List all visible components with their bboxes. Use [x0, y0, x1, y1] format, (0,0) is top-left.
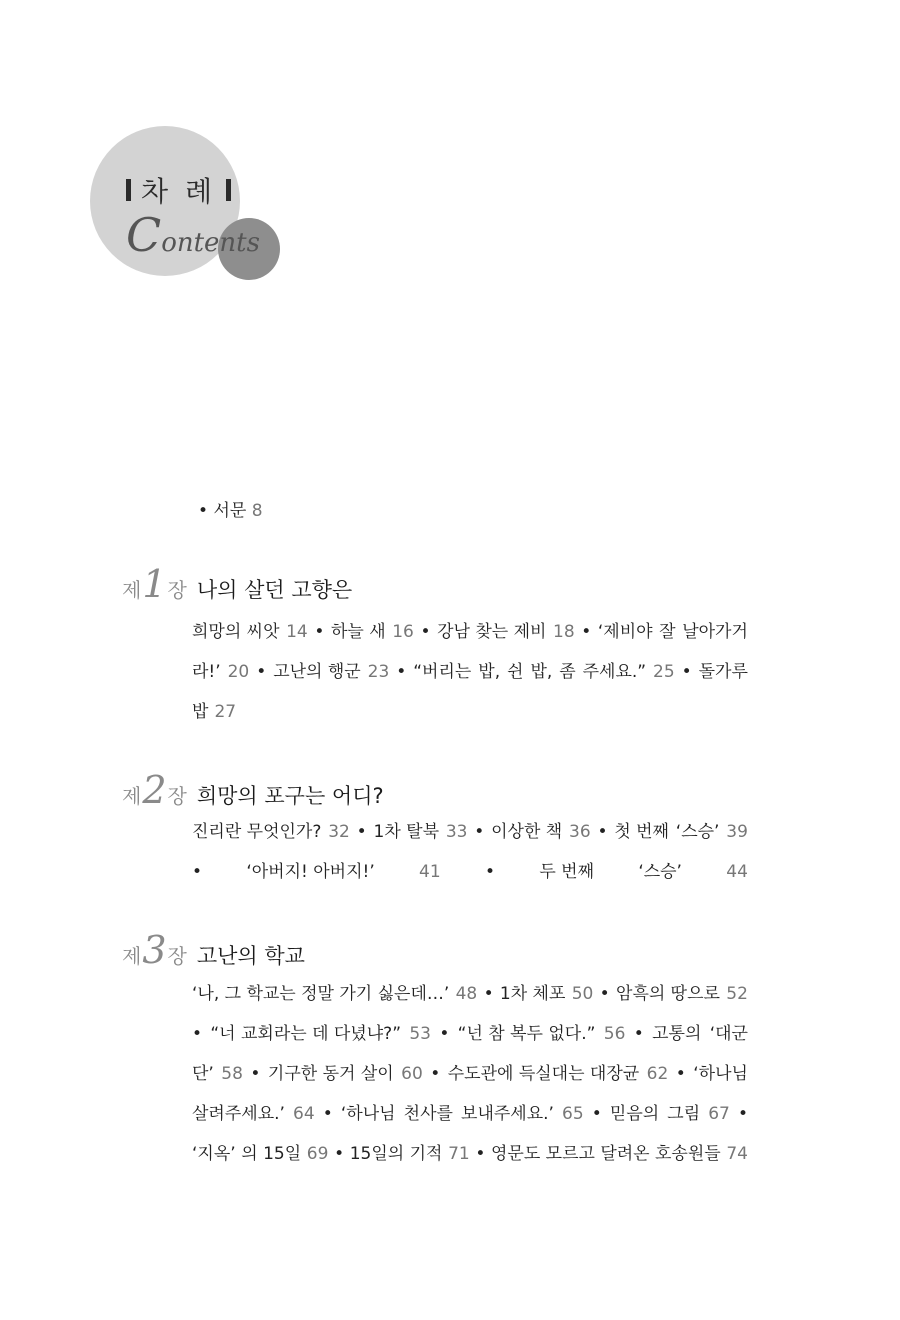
toc-bullet: •	[314, 622, 325, 642]
toc-page-number: 39	[726, 822, 748, 842]
toc-page-number: 65	[562, 1104, 584, 1124]
heading-char-2: 례	[184, 175, 217, 208]
toc-entry-text: 진리란 무엇인가?	[192, 822, 322, 842]
toc-entry-text: 살려주세요.’	[192, 1104, 285, 1124]
toc-page-number: 23	[367, 662, 390, 682]
preface-entry	[198, 496, 263, 521]
toc-page-number: 60	[401, 1064, 423, 1084]
toc-line	[192, 652, 748, 692]
toc-line	[192, 812, 748, 852]
preface-bullet: •	[198, 501, 209, 521]
toc-page-number: 20	[227, 662, 250, 682]
toc-entry-text: 이상한 책	[491, 822, 563, 842]
toc-entry-text: ‘지옥’	[192, 1144, 236, 1164]
toc-bullet: •	[256, 662, 267, 682]
toc-bullet: •	[420, 622, 431, 642]
toc-page-number: 64	[293, 1104, 315, 1124]
chapter-prefix: 제	[122, 784, 142, 808]
toc-entry-text: 단’	[192, 1064, 214, 1084]
toc-page-number: 18	[553, 622, 575, 642]
toc-entry-text: 밥,	[530, 662, 553, 682]
chapter-suffix: 장	[167, 944, 187, 968]
heading-bar-right	[226, 179, 231, 201]
chapter-prefix: 제	[122, 944, 142, 968]
toc-entry-text: 1차 체포	[499, 984, 566, 1004]
toc-page-number: 52	[726, 984, 748, 1004]
toc-bullet: •	[483, 984, 494, 1004]
toc-page-number: 33	[445, 822, 468, 842]
toc-bullet: •	[633, 1024, 644, 1044]
toc-bullet: •	[737, 1104, 748, 1124]
preface-page: 8	[251, 501, 263, 521]
heading-english-rest: ontents	[161, 228, 260, 258]
toc-bullet: •	[439, 1024, 450, 1044]
toc-entry-text: 믿음의	[609, 1104, 660, 1124]
toc-bullet: •	[591, 1104, 602, 1124]
chapter-1-entries	[192, 612, 748, 732]
toc-entry-text: 고난의 행군	[273, 662, 361, 682]
toc-page-number: 50	[571, 984, 594, 1004]
toc-entry-text: 고통의	[652, 1024, 702, 1044]
toc-line	[192, 852, 748, 892]
toc-page-number: 48	[455, 984, 478, 1004]
toc-page-number: 53	[409, 1024, 431, 1044]
chapter-title: 희망의 포구는 어디?	[196, 784, 384, 808]
toc-page-number: 27	[214, 702, 237, 722]
toc-line	[192, 1014, 748, 1054]
toc-page-number: 44	[726, 862, 748, 882]
toc-bullet: •	[396, 662, 407, 682]
toc-entry-text: ‘하나님	[693, 1064, 748, 1084]
toc-bullet: •	[334, 1144, 345, 1164]
toc-entry-text: ‘제비야	[597, 622, 653, 642]
toc-bullet: •	[475, 1144, 486, 1164]
heading-english-cap: C	[126, 208, 162, 262]
toc-bullet: •	[474, 822, 485, 842]
toc-bullet: •	[599, 984, 610, 1004]
toc-entry-text: 그림	[667, 1104, 701, 1124]
toc-entry-text: 의 15일	[241, 1144, 302, 1164]
toc-page-number: 74	[726, 1144, 748, 1164]
toc-bullet: •	[430, 1064, 441, 1084]
toc-entry-text: 천사를	[403, 1104, 453, 1124]
chapter-title: 고난의 학교	[196, 944, 305, 968]
chapter-number: 2	[142, 768, 167, 812]
preface-title: 서문	[213, 501, 247, 521]
chapter-number: 3	[142, 928, 167, 972]
chapter-2-entries	[192, 812, 748, 892]
toc-line	[192, 1134, 748, 1174]
toc-entry-text: 돌가루	[698, 662, 748, 682]
toc-entry-text: 라!’	[192, 662, 221, 682]
toc-page-number: 14	[286, 622, 308, 642]
chapter-3-heading	[122, 928, 305, 972]
toc-bullet: •	[322, 1104, 333, 1124]
toc-line	[192, 1054, 748, 1094]
toc-entry-text: 15일의 기적	[349, 1144, 443, 1164]
toc-page-number: 32	[328, 822, 350, 842]
toc-page-number: 16	[392, 622, 414, 642]
toc-entry-text: 1차 탈북	[373, 822, 439, 842]
toc-bullet: •	[681, 662, 692, 682]
toc-entry-text: ‘스승’	[675, 822, 720, 842]
chapter-prefix: 제	[122, 578, 142, 602]
toc-entry-text: 밥	[192, 702, 209, 722]
toc-entry-text: “넌 참 복두 없다.”	[457, 1024, 596, 1044]
toc-entry-text: 희망의 씨앗	[192, 622, 280, 642]
toc-entry-text: 수도관에 득실대는 대장균	[447, 1064, 640, 1084]
toc-entry-text: 두 번째	[539, 862, 594, 882]
contents-heading-korean	[116, 170, 241, 210]
toc-bullet: •	[356, 822, 367, 842]
toc-page-number: 25	[653, 662, 675, 682]
toc-entry-text: 좀	[559, 662, 576, 682]
toc-entry-text: 주세요.”	[582, 662, 647, 682]
chapter-title: 나의 살던 고향은	[196, 578, 353, 602]
heading-bar-left	[126, 179, 131, 201]
toc-entry-text: 날아가거	[682, 622, 748, 642]
toc-entry-text: ‘아버지! 아버지!’	[246, 862, 375, 882]
toc-entry-text: ‘하나님	[340, 1104, 396, 1124]
chapter-suffix: 장	[167, 784, 187, 808]
toc-bullet: •	[581, 622, 592, 642]
toc-entry-text: 밥,	[478, 662, 501, 682]
toc-page-number: 67	[708, 1104, 730, 1124]
toc-entry-text: 하늘 새	[330, 622, 386, 642]
chapter-3-entries	[192, 974, 748, 1174]
toc-entry-text: 영문도 모르고 달려온 호송원들	[491, 1144, 721, 1164]
toc-line	[192, 612, 748, 652]
toc-entry-text: 보내주세요.’	[461, 1104, 554, 1124]
heading-char-1: 차	[141, 175, 173, 208]
contents-heading-english	[126, 208, 260, 262]
toc-bullet: •	[597, 822, 608, 842]
toc-bullet: •	[250, 1064, 261, 1084]
toc-line	[192, 692, 748, 732]
toc-entry-text: 강남 찾는 제비	[437, 622, 547, 642]
toc-bullet: •	[192, 1024, 203, 1044]
toc-entry-text: ‘스승’	[638, 862, 682, 882]
toc-entry-text: ‘나, 그 학교는 정말 가기 싫은데…’	[192, 984, 450, 1004]
toc-entry-text: 잘	[659, 622, 676, 642]
toc-entry-text: “너 교회라는 데 다녔냐?”	[210, 1024, 402, 1044]
chapter-2-heading	[122, 768, 384, 812]
toc-page-number: 36	[569, 822, 591, 842]
chapter-suffix: 장	[167, 578, 187, 602]
toc-entry-text: 암흑의 땅으로	[616, 984, 720, 1004]
chapter-1-heading	[122, 562, 352, 606]
toc-page-number: 56	[603, 1024, 626, 1044]
toc-line	[192, 1094, 748, 1134]
toc-entry-text: ‘대군	[709, 1024, 748, 1044]
toc-page-number: 58	[221, 1064, 243, 1084]
toc-page-number: 71	[448, 1144, 470, 1164]
toc-bullet: •	[192, 862, 203, 882]
toc-page-number: 62	[646, 1064, 669, 1084]
toc-entry-text: 첫 번째	[614, 822, 669, 842]
chapter-number: 1	[142, 562, 167, 606]
toc-entry-text: 기구한 동거 살이	[267, 1064, 394, 1084]
toc-bullet: •	[484, 862, 496, 882]
toc-entry-text: 쉰	[507, 662, 524, 682]
toc-page-number: 41	[419, 862, 441, 882]
toc-page-number: 69	[306, 1144, 329, 1164]
toc-line	[192, 974, 748, 1014]
toc-bullet: •	[675, 1064, 686, 1084]
toc-entry-text: “버리는	[413, 662, 472, 682]
